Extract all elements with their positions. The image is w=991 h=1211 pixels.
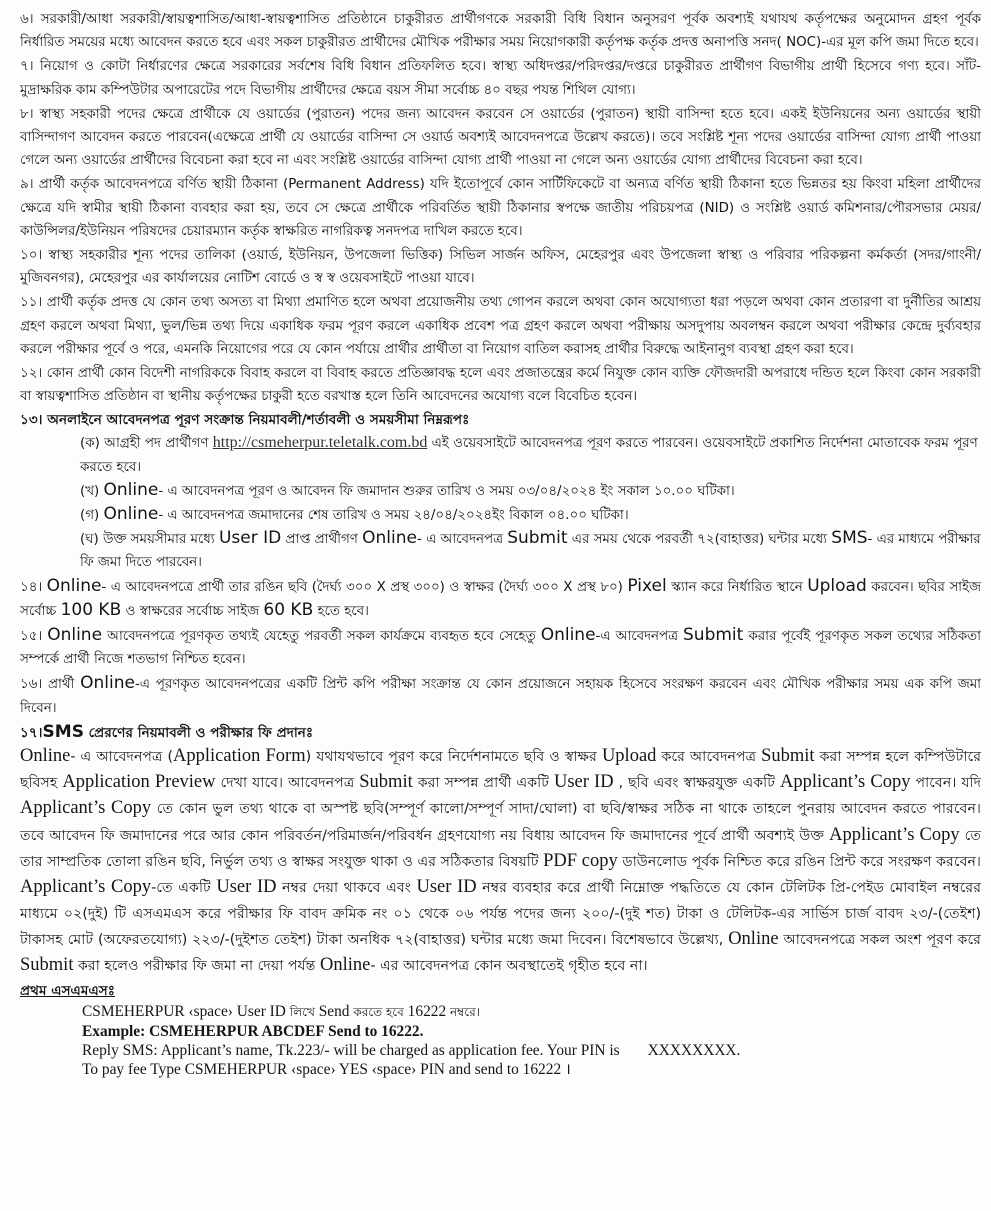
rule-item-7: ৭। নিয়োগ ও কোটা নির্ধারণের ক্ষেত্রে সরকারের সর্বশেষ বিধি বিধান প্রতিফলিত হবে। স্বাস্থ্য অধিদপ্তর/পরিদপ্তর/দপ্তরে চাকুরীরত প্রার্থীগণ বিভাগীয় প্রার্থী হিসেবে গণ্য হবে। সাঁট-মুদ্রাক্ষরিক কাম কম্পিউটার অপারেটের পদে বিভাগীয় প্রার্থীদের ক্ষেত্রে বয়স সীমা সর্বোচ্চ ৪০ বছর পযন্ত শিথিল যোগ্য। — [20, 59, 981, 98]
section-13-a: (ক) আগ্রহী পদ প্রার্থীগণ http://csmeherpur.teletalk.com.bd এই ওয়েবসাইটে আবেদনপত্র পূরণ করতে পারবেন। ওয়েবসাইটে প্রকাশিত নির্দেশনা মোতাবেক ফরম পূরণ করতে হবে। — [80, 434, 978, 475]
section-13-b: (খ) Online- এ আবেদনপত্র পূরণ ও আবেদন ফি জমাদান শুরুর তারিখ ও সময় ০৩/০৪/২০২৪ ইং সকাল ১০.০০ ঘটিকা। — [80, 479, 735, 500]
first-sms-example: Example: CSMEHERPUR ABCDEF Send to 16222. — [82, 1022, 424, 1040]
section-13-d: (ঘ) উক্ত সময়সীমার মধ্যে User ID প্রাপ্ত প্রার্থীগণ Online- এ আবেদনপত্র Submit এর সময় থেকে পরবর্তী ৭২(বাহাত্তর) ঘন্টার মধ্যে SMS- এর মাধ্যমে পরীক্ষার ফি জমা দিতে পারবেন। — [80, 528, 981, 571]
section-13-c: (গ) Online- এ আবেদনপত্র জমাদানের শেষ তারিখ ও সময় ২৪/০৪/২০২৪ইং বিকাল ০৪.০০ ঘটিকা। — [80, 504, 629, 525]
rule-item-8: ৮। স্বাস্থ্য সহকারী পদের ক্ষেত্রে প্রার্থীকে যে ওয়ার্ডের (পুরাতন) পদের জন্য আবেদন করবেন সে ওয়ার্ডের (পুরাতন) স্থায়ী বাসিন্দা হতে হবে। একই ইউনিয়নের অন্য ওয়ার্ডের স্থায়ী বাসিন্দাগণ আবেদন করতে পারবেন(এক্ষেত্রে প্রার্থী যে ওয়ার্ডের বাসিন্দা সে ওয়ার্ড অবশ্যই আবেদনপত্রে উল্লেখ করতে)। তবে সংশ্লিষ্ট শূন্য পদের ওয়ার্ডের বাসিন্দা যোগ্য প্রার্থী পাওয়া গেলে অন্য ওয়ার্ডের প্রার্থীদের বিবেচনা করা হবে না এবং সংশ্লিষ্ট ওয়ার্ডের বাসিন্দা যোগ্য প্রার্থী পাওয়া না গেলে অন্য ওয়ার্ডের যোগ্য প্রার্থীদের বিবেচনা করা হবে। — [20, 106, 981, 169]
first-sms-pay-instruction: To pay fee Type CSMEHERPUR ‹space› YES ‹space› PIN and send to 16222 । — [82, 1060, 571, 1078]
rule-item-10: ১০। স্বাস্থ্য সহকারীর শূন্য পদের তালিকা (ওয়ার্ড, ইউনিয়ন, উপজেলা ভিত্তিক) সিভিল সার্জন অফিস, মেহেরপুর এবং উপজেলা স্বাস্থ্য ও পরিবার পরিকল্পনা কর্মকর্তা (সদর/গাংনী/মুজিবনগর), মেহেরপুর এর কার্যালয়ের নোটিশ বোর্ডে ও স্ব স্ব ওয়েবসাইটে পাওয়া যাবে। — [20, 248, 981, 287]
rule-item-15: ১৫। Online আবেদনপত্রে পূরণকৃত তথ্যই যেহেতু পরবর্তী সকল কার্যক্রমে ব্যবহৃত হবে সেহেতু Online-এ আবেদনপত্র Submit করার পূর্বেই পূরণকৃত সকল তথ্যের সঠিকতা সম্পর্কে প্রার্থী নিজে শতভাগ নিশ্চিত হবেন। — [20, 625, 981, 668]
first-sms-heading: প্রথম এসএমএসঃ — [20, 982, 116, 999]
rule-item-9: ৯। প্রার্থী কর্তৃক আবেদনপত্রে বর্ণিত স্থায়ী ঠিকানা (Permanent Address) যদি ইতোপূর্বে কোন সার্টিফিকেটে বা অন্যত্র বর্ণিত স্থায়ী ঠিকানা হতে ভিন্নতর হয় কিংবা মহিলা প্রার্থীদের ক্ষেত্রে যদি স্বামীর স্থায়ী ঠিকানা ব্যবহার করা হয়, তবে সে ক্ষেত্রে প্রার্থীকে পরিবর্তিত স্থায়ী ঠিকানার স্বপক্ষে জাতীয় পরিচয়পত্র (NID) ও সংশ্লিষ্ট ওয়ার্ড কমিশনার/পৌরসভার মেয়র/কাউন্সিলর/ইউনিয়ন পরিষদের চেয়ারম্যান কর্তৃক স্বাক্ষরিত নাগরিকত্ব সনদপত্র দাখিল করতে হবে। — [20, 177, 981, 239]
rule-item-14: ১৪। Online- এ আবেদনপত্রে প্রার্থী তার রঙিন ছবি (দৈর্ঘ্য ৩০০ X প্রস্থ ৩০০) ও স্বাক্ষর (দৈর্ঘ্য ৩০০ X প্রস্থ ৮০) Pixel স্ক্যান করে নির্ধারিত স্থানে Upload করবেন। ছবির সাইজ সর্বোচ্চ 100 KB ও স্বাক্ষরের সর্বোচ্চ সাইজ 60 KB হতে হবে। — [20, 575, 981, 620]
section-17-body: Online- এ আবেদনপত্র (Application Form) যথাযথভাবে পূরণ করে নির্দেশনামতে ছবি ও স্বাক্ষর Upload করে আবেদনপত্র Submit করা সম্পন্ন হলে কম্পিউটারে ছবিসহ Application Preview দেখা যাবে। আবেদনপত্র Submit করা সম্পন্ন প্রার্থী একটি User ID , ছবি এবং স্বাক্ষরযুক্ত একটি Applicant’s Copy পাবেন। যদি Applicant’s Copy তে কোন ভুল তথ্য থাকে বা অস্পষ্ট ছবি(সম্পূর্ণ কালো/সম্পূর্ণ সাদা/ঘোলা) বা ছবি/স্বাক্ষর সঠিক না থাকে তাহলে পুনরায় আবেদন করতে পারবেন। তবে আবেদন ফি জমাদানের পরে আর কোন পরিবর্তন/পরিমার্জন/পরিবর্ধন গ্রহণযোগ্য নয় বিধায় আবেদন ফি জমাদানের পূর্বে প্রার্থী অবশ্যই উক্ত Applicant’s Copy তে তার সাম্প্রতিক তোলা রঙিন ছবি, নির্ভুল তথ্য ও স্বাক্ষর সংযুক্ত থাকা ও এর সঠিকতার বিষয়টি PDF copy ডাউনলোড পূর্বক নিশ্চিত করে রঙিন প্রিন্ট করে সংরক্ষণ করবেন। Applicant’s Copy-তে একটি User ID নম্বর দেয়া থাকবে এবং User ID নম্বর ব্যবহার করে প্রার্থী নিম্নোক্ত পদ্ধতিতে যে কোন টেলিটক প্রি-পেইড মোবাইল নম্বরের মাধ্যমে ০২(দুই) টি এসএমএস করে পরীক্ষার ফি বাবদ ক্রমিক নং ০১ থেকে ০৬ পর্যন্ত পদের জন্য ২০০/-(দুই শত) টাকা ও টেলিটক-এর সার্ভিস চার্জ বাবদ ২৩/-(তেইশ) টাকাসহ মোট (অফেরতযোগ্য) ২২৩/-(দুইশত তেইশ) টাকা অনধিক ৭২(বাহাত্তর) ঘন্টার মধ্যে জমা দিবেন। বিশেষভাবে উল্লেখ্য, Online আবেদনপত্রে সকল অংশ পূরণ করে Submit করা হলেও পরীক্ষার ফি জমা না দেয়া পর্যন্ত Online- এর আবেদনপত্র কোন অবস্থাতেই গৃহীত হবে না। — [20, 745, 982, 976]
first-sms-line-1: CSMEHERPUR ‹space› User ID লিখে Send করতে হবে 16222 নম্বরে। — [82, 1002, 480, 1020]
rule-item-6: ৬। সরকারী/আধা সরকারী/স্বায়ত্বশাসিত/আধা-স্বায়ত্বশাসিত প্রতিষ্ঠানে চাকুরীরত প্রার্থীগণকে সরকারী বিধি বিধান অনুসরণ পূর্বক অবশ্যই যথাযথ কর্তৃপক্ষের অনুমোদন গ্রহণ পূর্বক নির্ধারিত সময়ের মধ্যে আবেদন করতে হবে এবং সকল চাকুরীরত প্রার্থীদের মৌখিক পরীক্ষার সময় নিয়োগকারী কর্তৃপক্ষ কর্তৃক প্রদত্ত অনাপত্তি সনদ( NOC)-এর মূল কপি জমা দিতে হবে। — [20, 12, 981, 51]
rule-item-12: ১২। কোন প্রার্থী কোন বিদেশী নাগরিককে বিবাহ করলে বা বিবাহ করতে প্রতিজ্ঞাবদ্ধ হলে এবং প্রজাতন্ত্রের কর্মে নিযুক্ত কোন ব্যক্তি ফৌজদারী অপরাধে দন্ডিত হলে কিংবা কোন সরকারী বা স্বায়ত্বশাসিত প্রতিষ্ঠান বা স্থানীয় কর্তৃপক্ষের চাকুরী হতে বরখাস্ত হলে তিনি আবেদনের অযোগ্য বলে বিবেচিত হবেন। — [20, 366, 981, 405]
section-13-heading: ১৩। অনলাইনে আবেদনপত্র পূরণ সংক্রান্ত নিয়মাবলী/শর্তাবলী ও সময়সীমা নিম্নরূপঃ — [20, 412, 470, 429]
first-sms-reply: Reply SMS: Applicant’s name, Tk.223/- will be charged as application fee. Your PIN is XXXXXXXX. — [82, 1041, 741, 1059]
section-17-heading: ১৭।SMS প্রেরণের নিয়মাবলী ও পরীক্ষার ফি প্রদানঃ — [20, 721, 314, 742]
teletalk-website-link[interactable]: http://csmeherpur.teletalk.com.bd — [212, 434, 428, 452]
rule-item-11: ১১। প্রার্থী কর্তৃক প্রদত্ত যে কোন তথ্য অসত্য বা মিথ্যা প্রমাণিত হলে অথবা প্রয়োজনীয় তথ্য গোপন করলে অথবা কোন অযোগ্যতা ধরা পড়লে অথবা কোন প্রতারণা বা দুর্নীতির আশ্রয় গ্রহণ করলে অথবা মিথ্যা, ভুল/ভিন্ন তথ্য দিয়ে একাধিক ফরম পূরণ করলে একাধিক প্রবেশ পত্র গ্রহণ করলে অথবা পরীক্ষায় অসদুপায় অবলম্বন করলে অথবা পরীক্ষার কেন্দ্রে দুর্ব্যবহার করলে পরীক্ষার পূর্বে ও পরে, এমনকি নিয়োগের পরে যে কোন পর্যায়ে প্রার্থীর প্রার্থীতা বা নিয়োগ বাতিল করাসহ প্রার্থীর বিরুদ্ধে আইনানুগ ব্যবস্থা গ্রহণ করা হবে। — [20, 295, 981, 357]
rule-item-16: ১৬। প্রার্থী Online-এ পূরণকৃত আবেদনপত্রের একটি প্রিন্ট কপি পরীক্ষা সংক্রান্ত যে কোন প্রয়োজনে সহায়ক হিসেবে সংরক্ষণ করবেন এবং মৌখিক পরীক্ষার সময় এক কপি জমা দিবেন। — [20, 673, 982, 716]
